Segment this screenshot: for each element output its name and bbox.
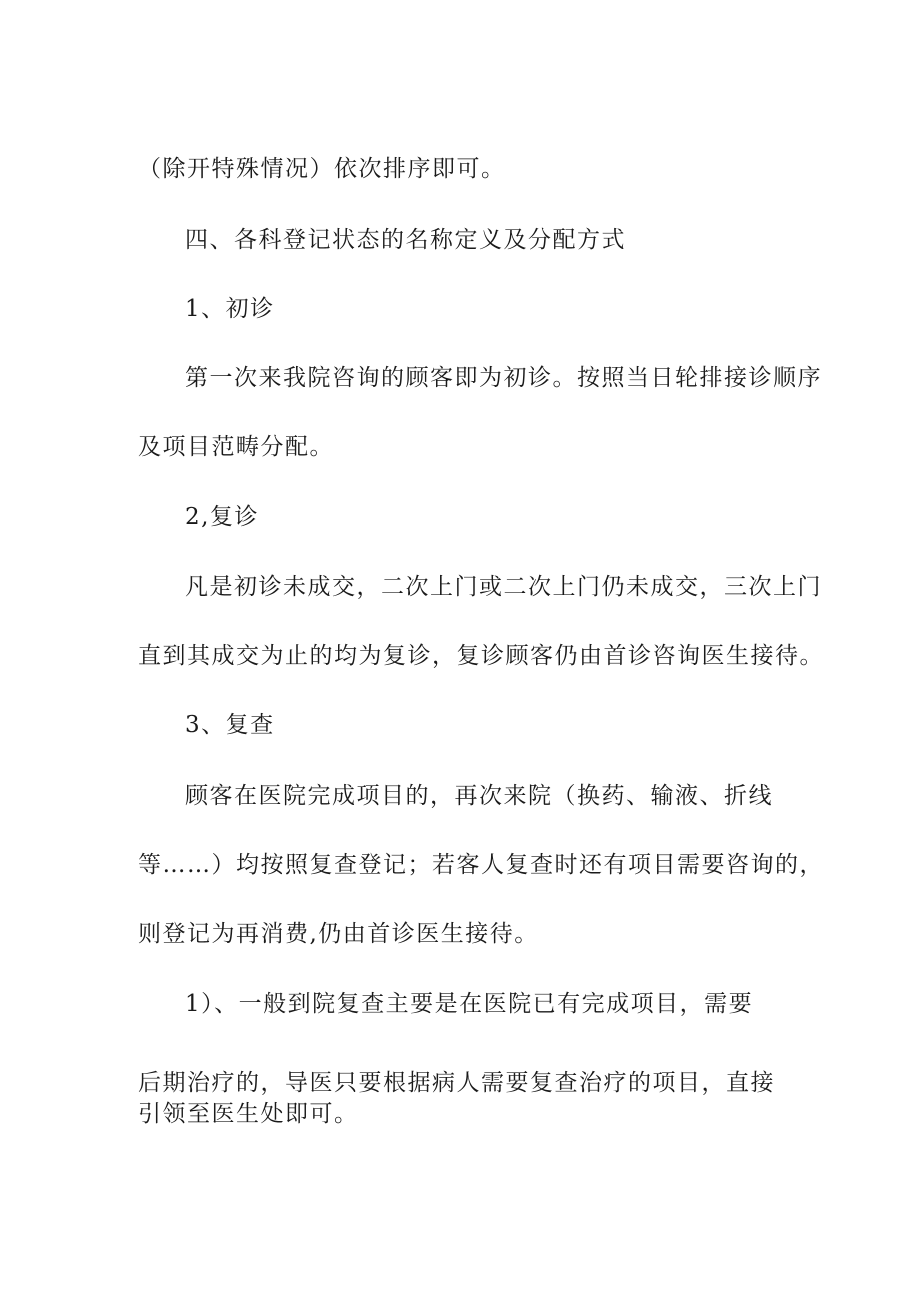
- subheading-initial-visit: 1、初诊: [185, 296, 275, 322]
- paragraph-line: 则登记为再消费,仍由首诊医生接待。: [138, 921, 539, 947]
- list-item-heading: 1）、一般到院复查主要是在医院已有完成项目，需要: [185, 991, 754, 1017]
- paragraph-line: 后期治疗的，导医只要根据病人需要复查治疗的项目，直接: [138, 1070, 775, 1096]
- paragraph-line: 顾客在医院完成项目的，再次来院（换药、输液、折线: [185, 783, 773, 809]
- subheading-follow-up: 3、复查: [185, 712, 275, 738]
- paragraph-line: 第一次来我院咨询的顾客即为初诊。按照当日轮排接诊顺序: [185, 365, 822, 391]
- section-heading: 四、各科登记状态的名称定义及分配方式: [185, 227, 626, 253]
- paragraph-line: 等……）均按照复查登记；若客人复查时还有项目需要咨询的，: [138, 852, 824, 878]
- paragraph-line: （除开特殊情况）依次排序即可。: [138, 156, 506, 182]
- paragraph-line: 直到其成交为止的均为复诊，复诊顾客仍由首诊咨询医生接待。: [138, 643, 824, 669]
- paragraph-line: 及项目范畴分配。: [138, 434, 334, 460]
- paragraph-line: 引领至医生处即可。: [138, 1101, 359, 1127]
- subheading-return-visit: 2,复诊: [185, 504, 259, 530]
- paragraph-line: 凡是初诊未成交，二次上门或二次上门仍未成交，三次上门: [185, 574, 822, 600]
